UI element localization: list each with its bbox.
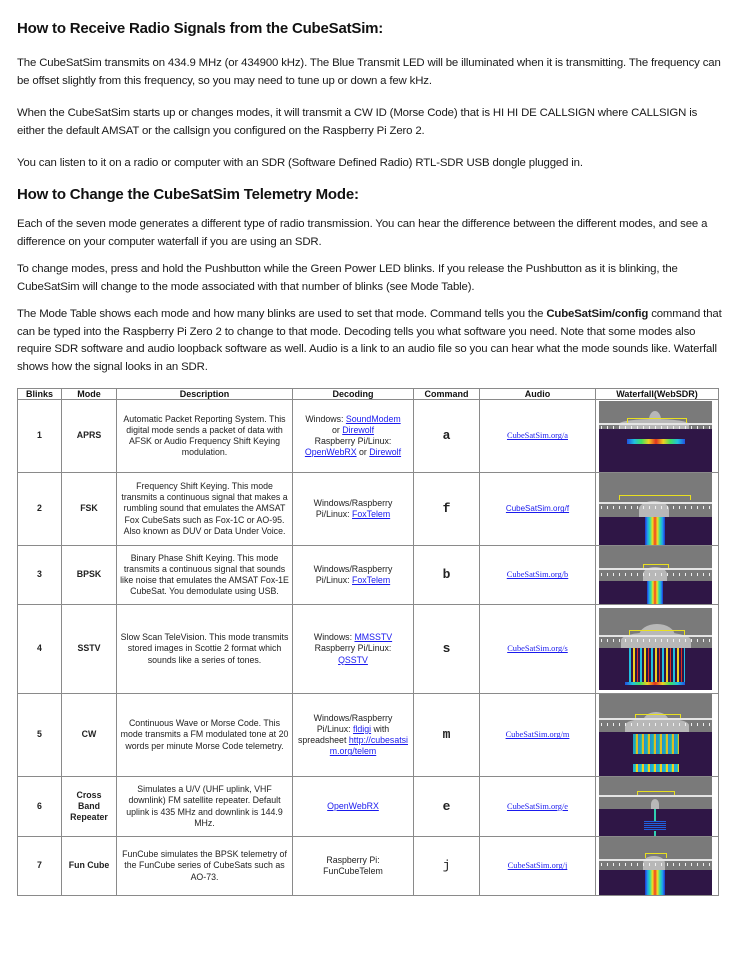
header-blinks: Blinks bbox=[18, 389, 62, 400]
decoding-text: Windows/Raspberry Pi/Linux: bbox=[313, 563, 393, 585]
audio-link[interactable]: CubeSatSim.org/f bbox=[505, 504, 570, 514]
command-cell: f bbox=[414, 473, 480, 546]
mode-table bbox=[17, 388, 719, 896]
blinks-cell: 3 bbox=[18, 546, 62, 605]
decoding-text: Windows: bbox=[313, 632, 355, 643]
description-cell: Continuous Wave or Morse Code. This mode transmits a FM modulated tone at 20 words per minute Morse Code telemetry. bbox=[117, 694, 293, 777]
paragraph-seven-modes: Each of the seven mode generates a different type of radio transmission. You can hear the difference between the different modes, and see a difference on your computer waterfall if you are using an SDR. bbox=[17, 218, 708, 248]
table-row bbox=[18, 837, 719, 896]
qsstv-link[interactable]: QSSTV bbox=[338, 654, 368, 665]
decoding-text: Raspberry Pi/Linux: bbox=[314, 436, 392, 446]
decoding-cell: Raspberry Pi: FunCubeTelem bbox=[293, 837, 414, 896]
audio-link[interactable]: CubeSatSim.org/a bbox=[506, 431, 569, 441]
waterfall-cell bbox=[596, 400, 719, 473]
command-cell: m bbox=[414, 694, 480, 777]
audio-link[interactable]: CubeSatSim.org/m bbox=[505, 730, 570, 740]
decoding-text: or bbox=[356, 447, 370, 458]
header-decoding: Decoding bbox=[293, 389, 414, 400]
header-command: Command bbox=[414, 389, 480, 400]
foxtelem-link[interactable]: FoxTelem bbox=[352, 575, 391, 585]
mode-table-text-2: command that can be typed into the Raspberry Pi Zero 2 to change to that mode. Decoding tells you what software you need. Note that some modes also require SDR software and audio loopback software as well. Audio is a link to an audio file so you can hear what the mode sounds like. Waterfall shows how the signal looks in an SDR. bbox=[17, 308, 722, 373]
mode-cell: APRS bbox=[62, 400, 117, 473]
description-cell: Binary Phase Shift Keying. This mode transmits a continuous signal that sounds like noise that emulates the AMSAT Fox-1E CubeSat. You demodulate using USB. bbox=[117, 546, 293, 605]
command-cell: j bbox=[414, 837, 480, 896]
decoding-cell bbox=[293, 400, 414, 473]
waterfall-cell bbox=[596, 694, 719, 777]
table-row bbox=[18, 473, 719, 546]
fldigi-link[interactable]: fldigi bbox=[353, 723, 372, 734]
header-waterfall: Waterfall(WebSDR) bbox=[596, 389, 719, 400]
paragraph-listen: You can listen to it on a radio or computer with an SDR (Software Defined Radio) RTL-SDR USB dongle plugged in. bbox=[17, 157, 583, 169]
decoding-text: Windows/Raspberry Pi/Linux: bbox=[313, 497, 393, 519]
description-cell: Frequency Shift Keying. This mode transmits a continuous signal that makes a rumbling sound that emulates the AMSAT Fox CubeSats such as Fox-1C or AO-95. Also known as DUV or Data Under Voice. bbox=[117, 473, 293, 546]
openwebrx-link[interactable]: OpenWebRX bbox=[304, 447, 357, 458]
header-audio: Audio bbox=[480, 389, 596, 400]
audio-cell bbox=[480, 546, 596, 605]
waterfall-cell bbox=[596, 605, 719, 694]
audio-cell bbox=[480, 777, 596, 837]
header-description: Description bbox=[117, 389, 293, 400]
decoding-cell bbox=[293, 473, 414, 546]
blinks-cell: 5 bbox=[18, 694, 62, 777]
decoding-text: with spreadsheet bbox=[297, 723, 390, 745]
blinks-cell: 7 bbox=[18, 837, 62, 896]
table-row bbox=[18, 400, 719, 473]
config-command-name: CubeSatSim/config bbox=[546, 308, 649, 320]
waterfall-cell bbox=[596, 777, 719, 837]
audio-cell bbox=[480, 605, 596, 694]
decoding-cell bbox=[293, 546, 414, 605]
paragraph-cw-id: When the CubeSatSim starts up or changes modes, it will transmit a CW ID (Morse Code) that is HI HI DE CALLSIGN where CALLSIGN is either the default AMSAT or the callsign you configured on the Raspberry Pi Zero 2. bbox=[17, 107, 698, 137]
audio-cell bbox=[480, 473, 596, 546]
header-mode: Mode bbox=[62, 389, 117, 400]
paragraph-frequency: The CubeSatSim transmits on 434.9 MHz (or 434900 kHz). The Blue Transmit LED will be illuminated when it is transmitting. The frequency can be offset slightly from this frequency, so you may need to tune up or down a few kHz. bbox=[17, 57, 721, 87]
audio-link[interactable]: CubeSatSim.org/b bbox=[506, 570, 569, 580]
direwolf-link[interactable]: Direwolf bbox=[342, 424, 375, 435]
mode-table-text-1: The Mode Table shows each mode and how many blinks are used to set that mode. Command tells you the bbox=[17, 308, 547, 320]
funcube-waterfall-image bbox=[599, 837, 712, 895]
audio-cell bbox=[480, 400, 596, 473]
blinks-cell: 2 bbox=[18, 473, 62, 546]
waterfall-cell bbox=[596, 546, 719, 605]
mode-cell: CW bbox=[62, 694, 117, 777]
description-cell: Slow Scan TeleVision. This mode transmits stored images in Scottie 2 format which sounds like a series of tones. bbox=[117, 605, 293, 694]
mode-cell: Cross Band Repeater bbox=[62, 777, 117, 837]
blinks-cell: 4 bbox=[18, 605, 62, 694]
mode-cell: BPSK bbox=[62, 546, 117, 605]
command-cell: e bbox=[414, 777, 480, 837]
paragraph-mode-table bbox=[17, 306, 722, 376]
mmsstv-link[interactable]: MMSSTV bbox=[354, 632, 393, 643]
mode-cell: FSK bbox=[62, 473, 117, 546]
command-cell: s bbox=[414, 605, 480, 694]
table-row bbox=[18, 777, 719, 837]
foxtelem-link[interactable]: FoxTelem bbox=[352, 509, 391, 519]
description-cell: FunCube simulates the BPSK telemetry of the FunCube series of CubeSats such as AO-73. bbox=[117, 837, 293, 896]
openwebrx-link[interactable]: OpenWebRX bbox=[327, 800, 379, 811]
table-row bbox=[18, 605, 719, 694]
description-cell: Automatic Packet Reporting System. This digital mode sends a packet of data with AFSK or Audio Frequency Shift Keying modulation. bbox=[117, 400, 293, 473]
soundmodem-link[interactable]: SoundModem bbox=[345, 413, 401, 424]
mode-cell: SSTV bbox=[62, 605, 117, 694]
bpsk-waterfall-image bbox=[599, 546, 712, 604]
sstv-waterfall-image bbox=[599, 608, 712, 690]
decoding-cell bbox=[293, 777, 414, 837]
decoding-text: Windows/Raspberry Pi/Linux: bbox=[313, 712, 393, 734]
command-cell: a bbox=[414, 400, 480, 473]
decoding-cell bbox=[293, 605, 414, 694]
table-header-row bbox=[18, 389, 719, 400]
telem-spreadsheet-link[interactable]: http://cubesatsim.org/telem bbox=[329, 735, 409, 757]
decoding-cell bbox=[293, 694, 414, 777]
audio-link[interactable]: CubeSatSim.org/j bbox=[507, 861, 568, 871]
table-row bbox=[18, 694, 719, 777]
section-heading-receive: How to Receive Radio Signals from the CubeSatSim: bbox=[17, 20, 384, 37]
command-cell: b bbox=[414, 546, 480, 605]
aprs-waterfall-image bbox=[599, 401, 712, 472]
fsk-waterfall-image bbox=[599, 473, 712, 545]
paragraph-pushbutton: To change modes, press and hold the Pushbutton while the Green Power LED blinks. If you release the Pushbutton as it is blinking, the CubeSatSim will change to the mode associated with that number of blinks (see Mode Table). bbox=[17, 263, 678, 293]
table-row bbox=[18, 546, 719, 605]
audio-cell bbox=[480, 837, 596, 896]
waterfall-cell bbox=[596, 837, 719, 896]
decoding-text: or bbox=[331, 424, 343, 435]
audio-link[interactable]: CubeSatSim.org/s bbox=[507, 644, 568, 654]
decoding-text: Windows: bbox=[305, 413, 346, 424]
cw-waterfall-image bbox=[599, 694, 712, 776]
description-cell: Simulates a U/V (UHF uplink, VHF downlink) FM satellite repeater. Default uplink is 435 MHz and downlink is 144.9 MHz. bbox=[117, 777, 293, 837]
blinks-cell: 1 bbox=[18, 400, 62, 473]
mode-cell: Fun Cube bbox=[62, 837, 117, 896]
direwolf-link[interactable]: Direwolf bbox=[369, 447, 402, 458]
blinks-cell: 6 bbox=[18, 777, 62, 837]
audio-link[interactable]: CubeSatSim.org/e bbox=[506, 801, 569, 811]
waterfall-cell bbox=[596, 473, 719, 546]
decoding-text: Raspberry Pi/Linux: bbox=[314, 643, 392, 654]
audio-cell bbox=[480, 694, 596, 777]
section-heading-change-mode: How to Change the CubeSatSim Telemetry Mode: bbox=[17, 186, 359, 203]
repeater-waterfall-image bbox=[599, 777, 712, 836]
